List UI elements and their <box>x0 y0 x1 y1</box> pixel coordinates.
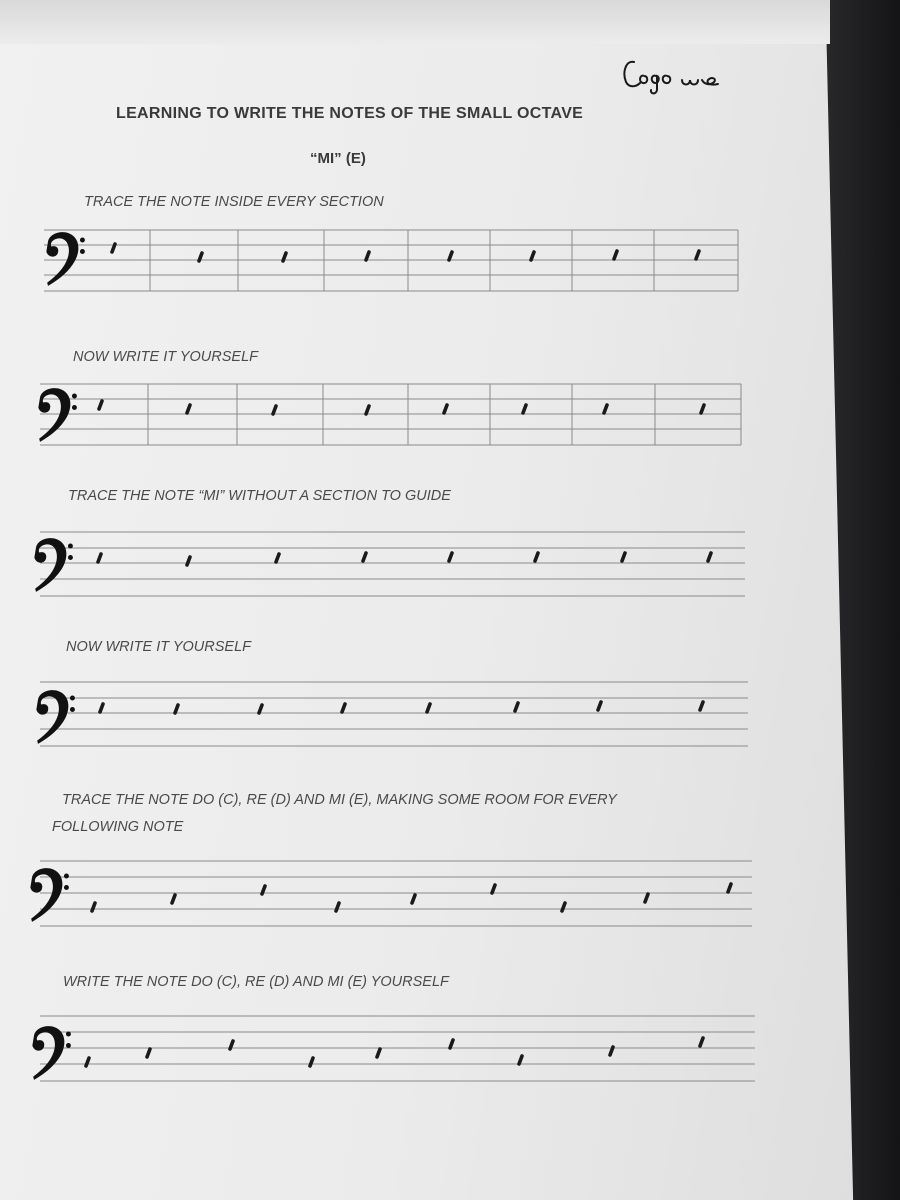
note-mark <box>531 252 534 260</box>
note-mark <box>562 903 565 911</box>
note-mark <box>175 705 178 713</box>
note-mark <box>444 405 447 413</box>
note-mark <box>604 405 607 413</box>
note-mark <box>100 704 103 712</box>
staff-1 <box>44 230 738 291</box>
note-mark <box>614 251 617 259</box>
note-mark <box>259 705 262 713</box>
note-mark <box>700 702 703 710</box>
note-mark <box>645 894 648 902</box>
section-2-instruction: NOW WRITE IT YOURSELF <box>73 349 259 365</box>
section-5-instruction-line2: FOLLOWING NOTE <box>52 819 184 835</box>
staff-4-notes <box>100 702 703 713</box>
staff-6 <box>32 1016 755 1081</box>
staff-2 <box>38 384 741 445</box>
note-mark <box>523 405 526 413</box>
bass-clef-icon <box>30 868 69 922</box>
note-mark <box>187 557 190 565</box>
bass-clef-icon <box>46 232 85 286</box>
note-mark <box>99 401 102 409</box>
note-mark <box>342 704 345 712</box>
note-mark <box>598 702 601 710</box>
staff-5 <box>30 861 752 926</box>
note-mark <box>696 251 699 259</box>
staff-5-notes <box>92 884 731 911</box>
note-mark <box>366 406 369 414</box>
note-mark <box>728 884 731 892</box>
bass-clef-icon <box>32 1026 71 1080</box>
bass-clef-icon <box>34 538 73 592</box>
note-mark <box>708 553 711 561</box>
note-mark <box>535 553 538 561</box>
section-3-instruction: TRACE THE NOTE “MI” WITHOUT A SECTION TO GUIDE <box>68 488 451 504</box>
note-mark <box>701 405 704 413</box>
note-mark <box>172 895 175 903</box>
note-mark <box>492 885 495 893</box>
note-mark <box>450 1040 453 1048</box>
section-4-instruction: NOW WRITE IT YOURSELF <box>66 639 252 655</box>
worksheet-subtitle: “MI” (E) <box>310 150 366 167</box>
staff-3 <box>34 532 745 596</box>
note-mark <box>519 1056 522 1064</box>
note-mark <box>427 704 430 712</box>
note-mark <box>515 703 518 711</box>
section-6-instruction: WRITE THE NOTE DO (C), RE (D) AND MI (E) YOURSELF <box>63 974 449 990</box>
note-mark <box>700 1038 703 1046</box>
staff-2-notes <box>99 401 704 414</box>
staff-1-notes <box>112 244 699 261</box>
note-mark <box>98 554 101 562</box>
staff-4 <box>36 682 748 746</box>
section-5-instruction: TRACE THE NOTE DO (C), RE (D) AND MI (E), MAKING SOME ROOM FOR EVERY <box>62 792 617 808</box>
section-1-instruction: TRACE THE NOTE INSIDE EVERY SECTION <box>84 194 384 210</box>
bass-clef-icon <box>38 388 77 442</box>
note-mark <box>363 553 366 561</box>
note-mark <box>310 1058 313 1066</box>
note-mark <box>92 903 95 911</box>
note-mark <box>449 553 452 561</box>
note-mark <box>377 1049 380 1057</box>
note-mark <box>336 903 339 911</box>
note-mark <box>187 405 190 413</box>
note-mark <box>622 553 625 561</box>
note-mark <box>276 554 279 562</box>
note-mark <box>273 406 276 414</box>
note-mark <box>412 895 415 903</box>
note-mark <box>449 252 452 260</box>
note-mark <box>86 1058 89 1066</box>
worksheet-title: LEARNING TO WRITE THE NOTES OF THE SMALL OCTAVE <box>116 105 584 122</box>
staff-6-notes <box>86 1038 703 1066</box>
note-mark <box>366 252 369 260</box>
note-mark <box>147 1049 150 1057</box>
